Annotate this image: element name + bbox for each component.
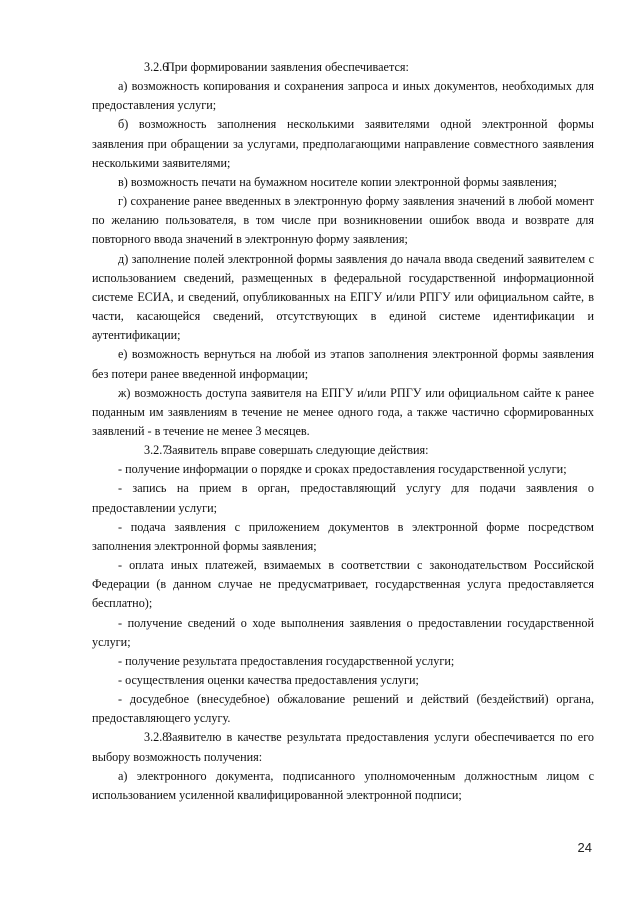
paragraph-v: в) возможность печати на бумажном носителе копии электронной формы заявления;: [118, 174, 558, 189]
list-item: - осуществления оценки качества предоставления услуги;: [118, 673, 419, 687]
list-item: - получение результата предоставления государственной услуги;: [118, 653, 455, 668]
section-number: 3.2.6: [144, 60, 169, 74]
section-3-2-7-heading: [92, 441, 594, 460]
list-item: - подача заявления с приложением документов в электронной форме посредством заполнения электронной формы заявления;: [92, 519, 594, 553]
section-number: 3.2.7: [144, 443, 169, 458]
paragraph-b: б) возможность заполнения несколькими заявителями одной электронной формы заявления при обращении за услугами, предполагающими направление совместного заявления несколькими заявителями;: [92, 117, 594, 170]
page-number: 24: [577, 840, 592, 855]
paragraph-e: е) возможность вернуться на любой из этапов заполнения электронной формы заявления без потери ранее введенной информации;: [92, 347, 594, 381]
section-3-2-6-heading: [92, 58, 594, 77]
section-title: При формировании заявления обеспечивается:: [166, 60, 409, 74]
paragraph-d: д) заполнение полей электронной формы заявления до начала ввода сведений заявителем с использованием сведений, размещенных в федеральной государственной информационной системе ЕСИА, и сведений, опубликованных на ЕПГУ и/или РПГУ или официальном сайте, в части, касающейся сведений, отсутствующих в единой системе идентификации и аутентификации;: [92, 251, 594, 343]
list-item: - оплата иных платежей, взимаемых в соответствии с законодательством Российской Федерации (в данном случае не предусматривает, государственная услуга предоставляется бесплатно);: [92, 558, 594, 611]
paragraph-zh: ж) возможность доступа заявителя на ЕПГУ и/или РПГУ или официальном сайте к ранее поданным им заявлениям в течение не менее одного года, а также частично сформированных заявлений - в течение не менее 3 месяцев.: [92, 385, 594, 438]
section-number: 3.2.8: [144, 730, 169, 745]
section-title: Заявителю в качестве результата предоставления услуги обеспечивается по его выбору возможность получения:: [92, 730, 594, 764]
list-item: - получение информации о порядке и сроках предоставления государственной услуги;: [118, 462, 567, 477]
body-text: [92, 58, 594, 805]
list-item: - досудебное (внесудебное) обжалование решений и действий (бездействий) органа, предоставляющего услугу.: [92, 692, 594, 726]
paragraph-g: г) сохранение ранее введенных в электронную форму заявления значений в любой момент по желанию пользователя, в том числе при возникновении ошибок ввода и возврате для повторного ввода значений в электронную форму заявления;: [92, 194, 594, 247]
section-title: Заявитель вправе совершать следующие действия:: [166, 443, 429, 458]
paragraph-a: а) возможность копирования и сохранения запроса и иных документов, необходимых для предоставления услуги;: [92, 79, 594, 113]
section-3-2-8-heading: [92, 728, 594, 766]
paragraph-a: а) электронного документа, подписанного уполномоченным должностным лицом с использованием усиленной квалифицированной электронной подписи;: [92, 768, 594, 802]
list-item: - получение сведений о ходе выполнения заявления о предоставлении государственной услуги;: [92, 615, 594, 649]
list-item: - запись на прием в орган, предоставляющий услугу для подачи заявления о предоставлении услуги;: [92, 481, 594, 515]
